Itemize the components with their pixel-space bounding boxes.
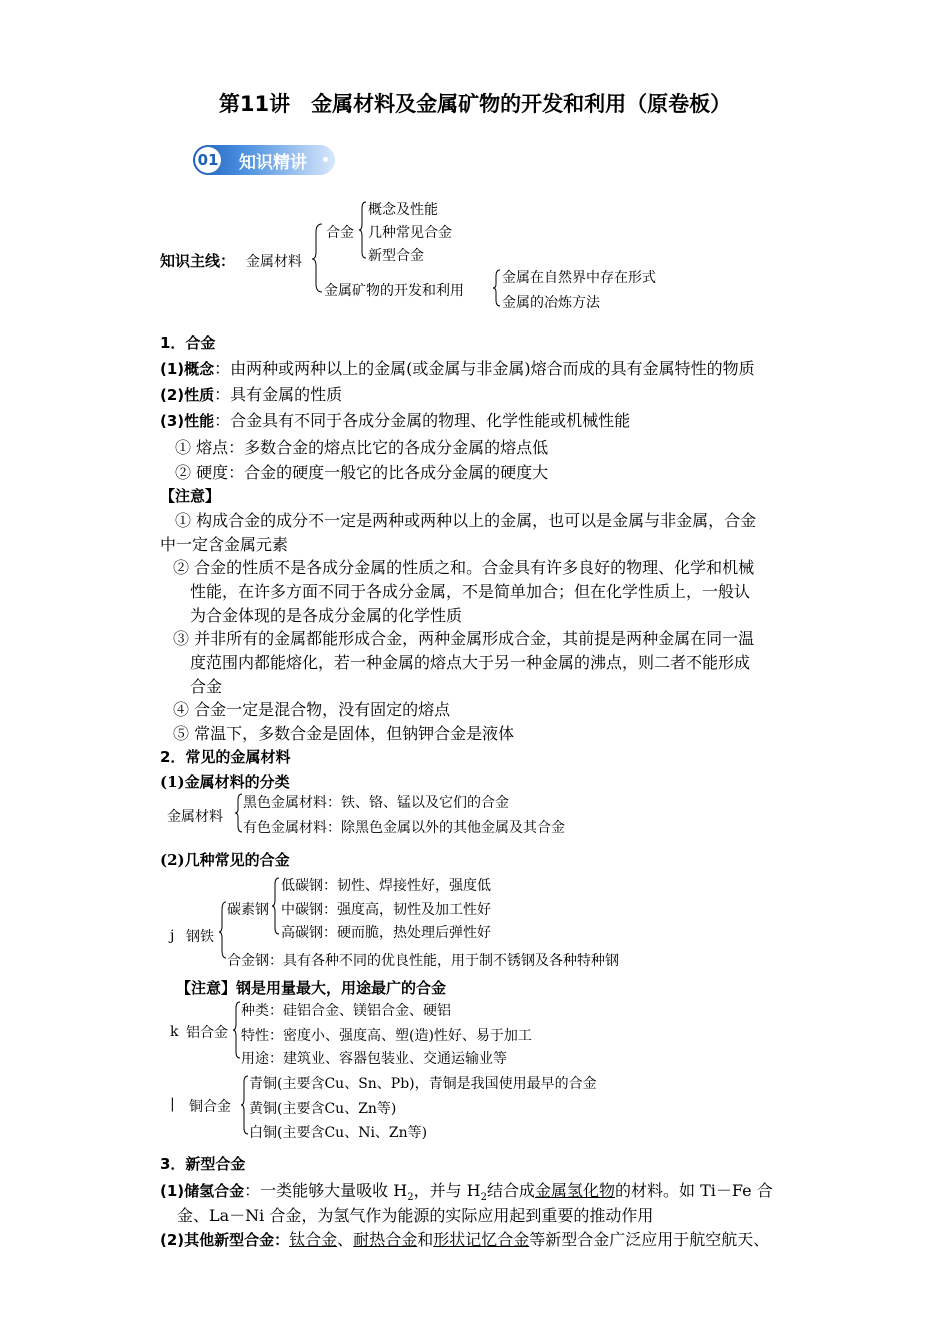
cu-item: 黄铜(主要含Cu、Zn等) [249,1101,397,1117]
subsection-heading: (2)几种常见的合金 [160,851,290,869]
al-mark: k [170,1024,179,1040]
class-item: 有色金属材料：除黑色金属以外的其他金属及其合金 [243,820,565,836]
carbon-brace [271,876,281,936]
performance-text: ：合金具有不同于各成分金属的物理、化学性能或机械性能 [214,411,631,430]
h2-subscript: 2 [480,1192,487,1204]
mainline-alloy: 合金 [326,225,354,241]
perf-item: ① 熔点：多数合金的熔点比它的各成分金属的熔点低 [175,438,549,457]
h2-text: ：一类能够大量吸收 H [244,1181,408,1200]
al-item: 种类：硅铝合金、镁铝合金、硬铝 [241,1003,451,1019]
note-line: ③ 并非所有的金属都能形成合金，两种金属形成合金，其前提是两种金属在同一温 [173,629,755,648]
subsection-heading: (1)金属材料的分类 [160,773,290,791]
carbon-steel: 碳素钢 [227,902,269,918]
h2-subscript: 2 [407,1192,414,1204]
cu-item: 青铜(主要含Cu、Sn、Pb)，青铜是我国使用最早的合金 [249,1076,597,1092]
alloy-brace [358,200,368,260]
h2-text: 的材料。如 Ti－Fe 合 [615,1181,773,1200]
note-line: ② 合金的性质不是各成分金属的性质之和。合金具有许多良好的物理、化学和机械 [173,558,755,577]
cu-root: 铜合金 [189,1099,231,1115]
h2-label: (1)储氢合金 [160,1182,245,1200]
h2-line2: 金、La－Ni 合金，为氢气作为能源的实际应用起到重要的推动作用 [177,1206,654,1225]
al-item: 用途：建筑业、容器包装业、交通运输业等 [241,1051,507,1067]
class-root: 金属材料 [167,809,223,825]
note-label: 【注意】 [160,487,221,505]
cu-item: 白铜(主要含Cu、Ni、Zn等) [249,1125,428,1141]
alloy-steel: 合金钢：具有各种不同的优良性能，用于制不锈钢及各种特种钢 [227,953,619,969]
al-root: 铝合金 [186,1025,228,1041]
perf-item: ② 硬度：合金的硬度一般它的比各成分金属的硬度大 [175,463,549,482]
section-heading: 3．新型合金 [160,1155,246,1173]
badge-dot-icon [323,157,328,162]
note-line: 中一定含金属元素 [160,535,289,554]
note-line: 为合金体现的是各成分金属的化学性质 [190,606,463,625]
steel-root: 钢铁 [186,929,214,945]
al-item: 特性：密度小、强度高、塑(造)性好、易于加工 [241,1028,532,1044]
class-item: 黑色金属材料：铁、铬、锰以及它们的合金 [243,795,509,811]
mainline-root: 金属材料 [246,254,302,270]
performance-label: (3)性能 [160,412,215,430]
other-underlined: 耐热合金 [353,1230,418,1249]
alloy-item: 几种常见合金 [368,225,452,241]
badge-label: 知识精讲 [239,153,307,173]
h2-line [160,1178,773,1203]
other-sep: 和 [417,1230,434,1249]
steel-note: 【注意】钢是用量最大，用途最广的合金 [176,979,447,997]
section-heading: 1．合金 [160,334,216,352]
section-badge [193,143,345,177]
other-sep: 、 [337,1230,354,1249]
steel-mark: j [170,928,175,944]
other-underlined: 钛合金 [289,1230,338,1249]
concept-label: (1)概念 [160,360,215,378]
badge-number: 01 [195,147,221,173]
cu-mark: | [170,1096,175,1112]
note-line: ④ 合金一定是混合物，没有固定的熔点 [173,700,451,719]
mainline-brace [312,222,324,294]
note-line: 性能，在许多方面不同于各成分金属，不是简单加合；但在化学性质上，一般认 [190,582,751,601]
other-label: (2)其他新型合金： [160,1231,290,1249]
alloy-item: 概念及性能 [368,202,438,218]
property-label: (2)性质 [160,386,215,404]
other-tail: 等新型合金广泛应用于航空航天、 [529,1230,770,1249]
note-line: 合金 [190,677,223,696]
h2-underlined: 金属氢化物 [535,1181,616,1200]
property-text: ：具有金属的性质 [214,385,343,404]
mainline-mineral: 金属矿物的开发和利用 [324,283,464,299]
performance-line [160,408,630,431]
carbon-item: 中碳钢：强度高，韧性及加工性好 [281,902,491,918]
property-line [160,382,342,405]
section-heading: 2．常见的金属材料 [160,748,291,766]
concept-line [160,356,755,379]
mineral-item: 金属在自然界中存在形式 [502,270,656,286]
other-line [160,1227,769,1250]
note-line: ⑤ 常温下，多数合金是固体，但钠钾合金是液体 [173,724,515,743]
note-line: 度范围内都能熔化，若一种金属的熔点大于另一种金属的沸点，则二者不能形成 [190,653,751,672]
concept-text: ：由两种或两种以上的金属(或金属与非金属)熔合而成的具有金属特性的物质 [214,359,755,378]
note-line: ① 构成合金的成分不一定是两种或两种以上的金属，也可以是金属与非金属，合金 [175,511,757,530]
other-underlined: 形状记忆合金 [433,1230,530,1249]
mainline-label: 知识主线： [160,252,236,270]
mineral-item: 金属的冶炼方法 [502,295,600,311]
h2-text: ，并与 H [413,1181,481,1200]
carbon-item: 低碳钢：韧性、焊接性好，强度低 [281,878,491,894]
h2-text: 结合成 [487,1181,536,1200]
mineral-brace [492,268,502,308]
page-title: 第11讲 金属材料及金属矿物的开发和利用（原卷板） [218,92,732,116]
alloy-item: 新型合金 [368,248,424,264]
carbon-item: 高碳钢：硬而脆，热处理后弹性好 [281,925,491,941]
